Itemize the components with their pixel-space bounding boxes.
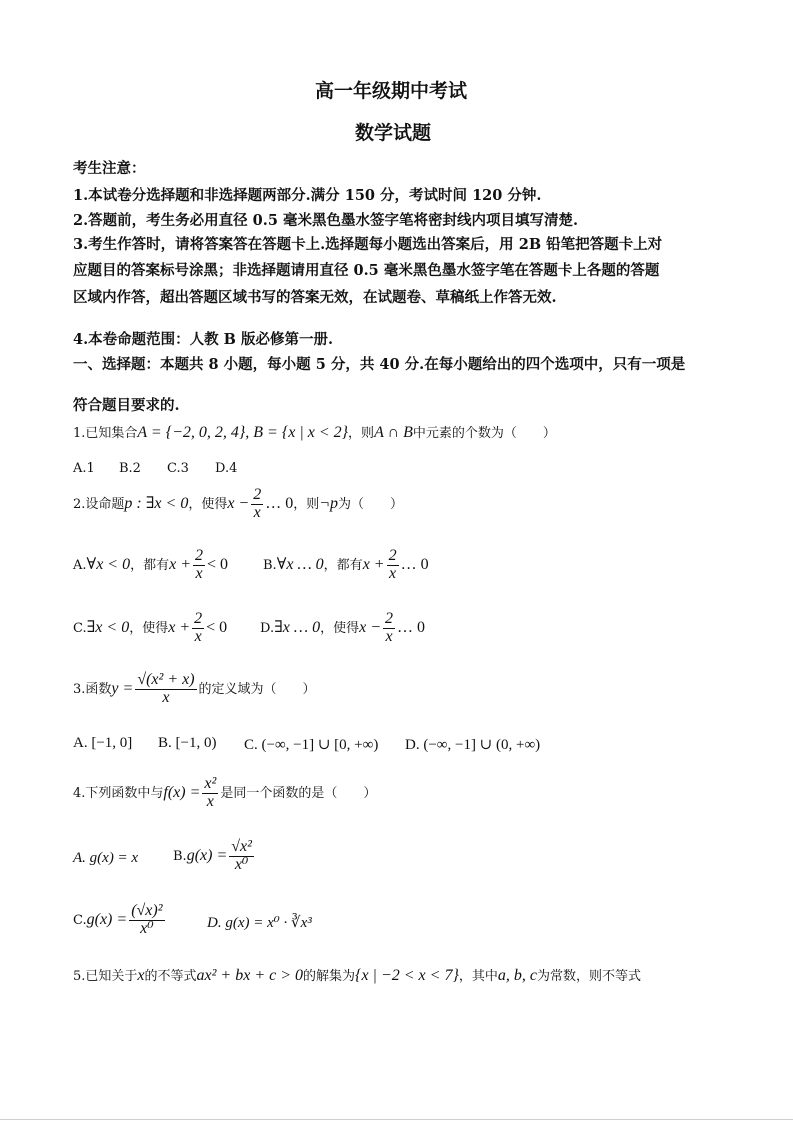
- q2-option-c-num: 2: [194, 610, 203, 627]
- question-3: [73, 672, 316, 707]
- q2-option-a-expr-a: x +: [169, 555, 192, 573]
- q2-option-c-mid: ，使得: [129, 620, 169, 636]
- q4-option-c: [73, 903, 167, 938]
- q1-suffix: 中元素的个数为（ ）: [412, 426, 556, 441]
- question-5: [73, 965, 641, 985]
- q2-option-b-mid: ，都有: [323, 557, 363, 573]
- q1-option-a: A.1: [73, 461, 95, 476]
- question-1: [73, 422, 556, 442]
- exam-title: 高一年级期中考试: [315, 80, 468, 102]
- q2-option-a-den: x: [195, 564, 203, 582]
- q4-option-a: A. g(x) = x: [73, 850, 139, 866]
- notice-item-2: 2.答题前，考生务必用直径 0.5 毫米黑色墨水签字笔将密封线内项目填写清楚.: [73, 212, 579, 229]
- q2-option-b-den: x: [389, 564, 397, 582]
- q2-option-d-quantifier: ∃x … 0: [274, 618, 321, 636]
- page-bottom-rule: [0, 1119, 793, 1120]
- q2-option-b-quantifier: ∀x … 0: [276, 555, 324, 573]
- q4-option-d: D. g(x) = x⁰ · ∛x³: [207, 915, 312, 931]
- q2-option-d-den: x: [385, 627, 393, 645]
- q2-option-b-expr-b: … 0: [400, 555, 429, 573]
- q2-option-a-num: 2: [195, 547, 204, 564]
- q4-option-b-den: x⁰: [234, 855, 249, 873]
- q2-option-d-expr-b: … 0: [397, 618, 426, 636]
- q2-option-c-expr-a: x +: [168, 618, 191, 636]
- q5-mid-2: 的解集为: [303, 969, 356, 984]
- q5-inequality: ax² + bx + c > 0: [196, 967, 304, 984]
- q5-mid-1: 的不等式: [144, 969, 197, 984]
- q5-coefficients: a, b, c: [497, 967, 537, 984]
- q2-suffix: 为（ ）: [338, 496, 404, 512]
- q2-option-b-label: B.: [263, 557, 277, 573]
- q2-option-c-expr-b: < 0: [206, 618, 228, 636]
- q2-negation: ¬p: [319, 494, 339, 512]
- q2-prefix: 2.设命题: [73, 496, 125, 512]
- q2-option-b-expr-a: x +: [362, 555, 385, 573]
- q2-option-a-mid: ，都有: [130, 557, 170, 573]
- q4-fraction: [202, 776, 218, 811]
- q3-numerator: √(x² + x): [137, 671, 195, 688]
- q5-variable: x: [137, 967, 145, 984]
- q2-option-a-expr-b: < 0: [207, 555, 229, 573]
- q2-option-b: [263, 548, 429, 583]
- q1-set-definition: A = {−2, 0, 2, 4}, B = {x | x < 2}: [137, 424, 349, 441]
- notice-item-3-line-1: 3.考生作答时，请将答案答在答题卡上.选择题每小题选出答案后，用 2B 铅笔把答题卡上对: [73, 236, 663, 253]
- q2-option-c-quantifier: ∃x < 0: [86, 618, 130, 636]
- q2-option-c-fraction: [192, 611, 204, 646]
- q2-option-d-fraction: [383, 611, 395, 646]
- q2-option-d-mid: ，使得: [320, 620, 360, 636]
- q4-option-b-num: √x²: [231, 838, 252, 855]
- q2-option-b-num: 2: [388, 547, 397, 564]
- q1-option-c: C.3: [167, 461, 189, 476]
- question-4: [73, 776, 376, 811]
- q3-suffix: 的定义域为（ ）: [198, 681, 316, 697]
- q4-lhs: f(x) =: [163, 783, 201, 801]
- q5-solution-set: {x | −2 < x < 7}: [355, 967, 459, 984]
- q3-option-a: A. [−1, 0]: [73, 735, 133, 751]
- q5-mid-3: ，其中: [458, 969, 498, 984]
- q2-expr-b: … 0: [265, 494, 294, 512]
- q3-denominator: x: [162, 688, 170, 706]
- q2-option-a: [73, 548, 228, 583]
- question-2: [73, 487, 403, 522]
- q4-suffix: 是同一个函数的是（ ）: [220, 785, 377, 801]
- q2-fraction: [251, 487, 263, 522]
- q4-option-b-fraction: [229, 839, 254, 874]
- q4-option-c-fraction: [129, 903, 164, 938]
- q3-option-c: C. (−∞, −1] ∪ [0, +∞): [244, 737, 379, 753]
- q4-option-c-lhs: g(x) =: [86, 910, 128, 928]
- section-1-heading-line-2: 符合题目要求的.: [73, 397, 180, 414]
- q2-option-d-num: 2: [385, 610, 394, 627]
- q1-prefix: 1.已知集合: [73, 426, 138, 441]
- q4-denominator: x: [206, 792, 214, 810]
- q2-frac-den: x: [253, 503, 261, 521]
- q3-lhs: y =: [111, 679, 134, 697]
- q4-option-c-den: x⁰: [140, 919, 154, 937]
- q3-option-d: D. (−∞, −1] ∪ (0, +∞): [405, 737, 541, 753]
- q2-proposition: p : ∃x < 0: [124, 494, 189, 512]
- q5-suffix: 为常数，则不等式: [536, 969, 641, 984]
- q2-mid-2: ，则: [293, 496, 320, 512]
- q1-middle: ，则: [348, 426, 375, 441]
- q4-option-c-label: C.: [73, 912, 87, 928]
- q3-option-b: B. [−1, 0): [158, 735, 217, 751]
- exam-subtitle: 数学试题: [355, 122, 432, 144]
- q2-option-d-expr-a: x −: [359, 618, 382, 636]
- q4-prefix: 4.下列函数中与: [73, 785, 164, 801]
- q2-option-d-label: D.: [260, 620, 275, 636]
- notice-item-3-line-3: 区域内作答，超出答题区域书写的答案无效，在试题卷、草稿纸上作答无效.: [73, 289, 557, 306]
- q1-intersection: A ∩ B: [374, 424, 413, 441]
- q4-option-b-lhs: g(x) =: [186, 846, 228, 864]
- q1-option-b: B.2: [119, 461, 141, 476]
- q2-option-c-den: x: [194, 627, 202, 645]
- q2-option-c-label: C.: [73, 620, 87, 636]
- q2-option-a-quantifier: ∀x < 0: [86, 555, 131, 573]
- q2-option-c: [73, 611, 227, 646]
- q1-option-d: D.4: [215, 461, 238, 476]
- notice-heading: 考生注意：: [73, 160, 146, 177]
- q4-option-c-num: (√x)²: [131, 902, 163, 919]
- q2-option-a-fraction: [193, 548, 205, 583]
- q2-option-d: [260, 611, 425, 646]
- q3-fraction: [135, 672, 196, 707]
- q2-option-a-label: A.: [73, 557, 87, 573]
- notice-item-3-line-2: 应题目的答案标号涂黑；非选择题请用直径 0.5 毫米黑色墨水签字笔在答题卡上各题的答题: [73, 262, 660, 279]
- q2-frac-num: 2: [253, 486, 262, 503]
- q2-mid-1: ，使得: [188, 496, 228, 512]
- section-1-heading-line-1: 一、选择题：本题共 8 小题，每小题 5 分，共 40 分.在每小题给出的四个选项中，只有一项是: [73, 356, 686, 373]
- notice-item-1: 1.本试卷分选择题和非选择题两部分.满分 150 分，考试时间 120 分钟.: [73, 187, 542, 204]
- q4-option-b: [173, 839, 256, 874]
- q4-numerator: x²: [204, 775, 217, 792]
- q2-option-b-fraction: [387, 548, 399, 583]
- q3-prefix: 3.函数: [73, 681, 112, 697]
- q4-option-b-label: B.: [173, 848, 187, 864]
- q2-expr-a: x −: [227, 494, 250, 512]
- notice-item-4: 4.本卷命题范围：人教 B 版必修第一册.: [73, 331, 334, 348]
- q5-prefix: 5.已知关于: [73, 969, 138, 984]
